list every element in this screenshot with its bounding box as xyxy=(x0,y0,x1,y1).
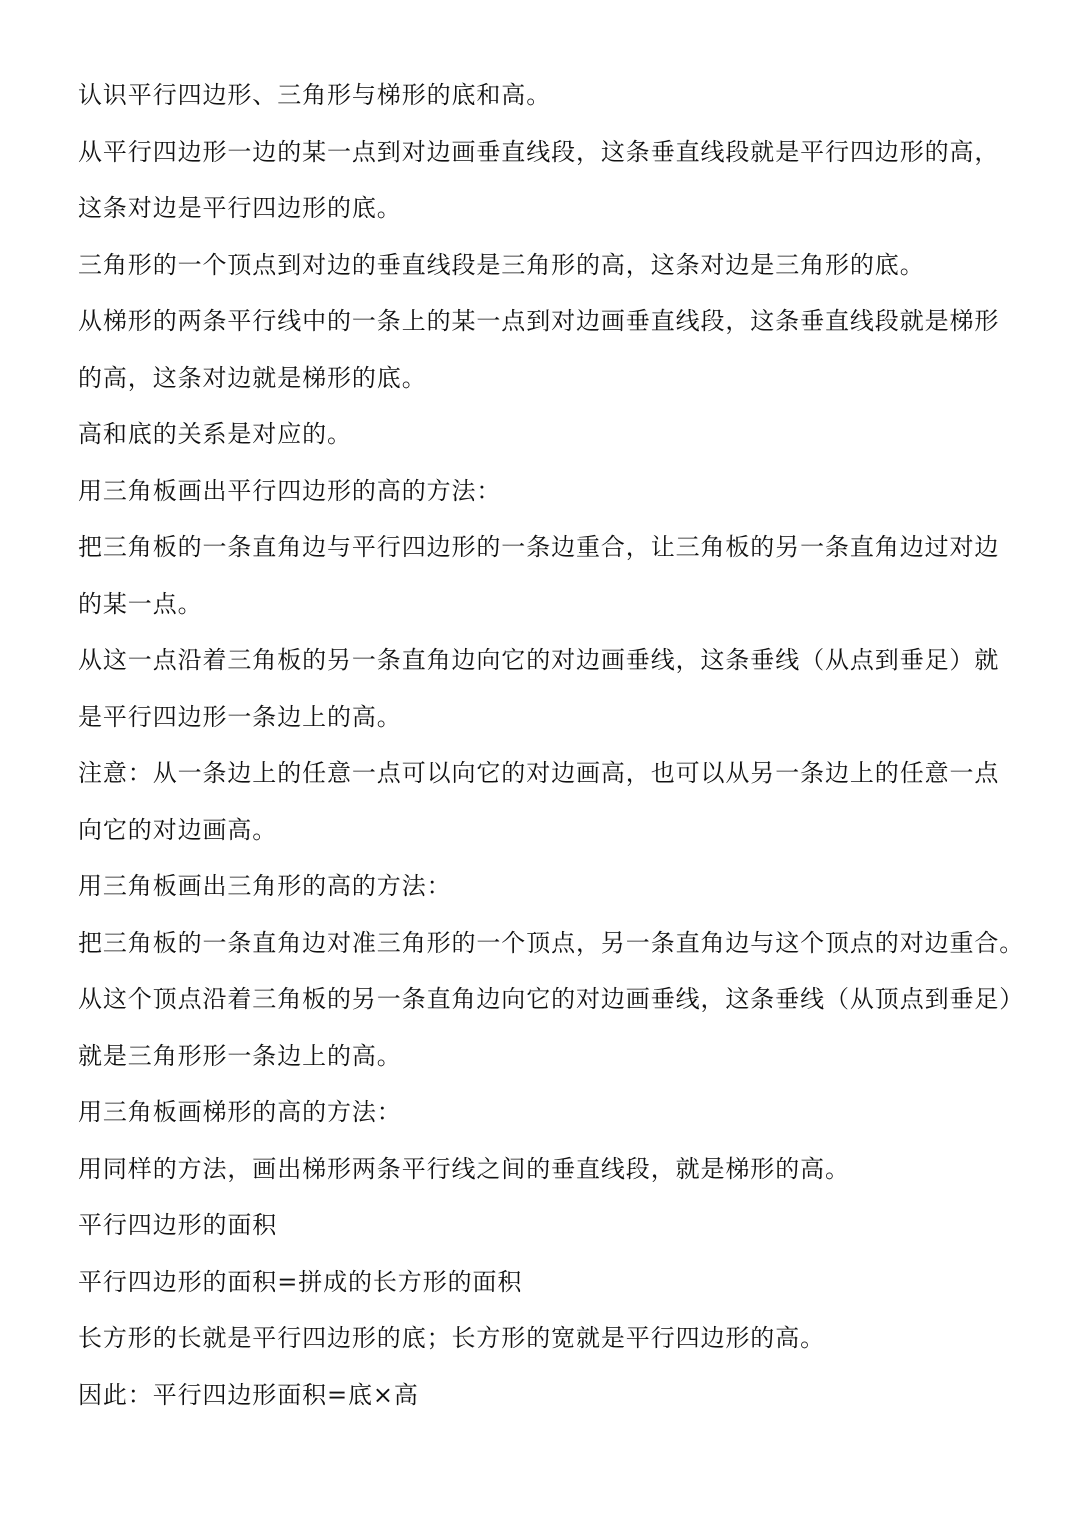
text-line: 高和底的关系是对应的。 xyxy=(78,420,352,448)
formula-line: 平行四边形的面积=拼成的长方形的面积 xyxy=(78,1267,523,1296)
section-heading: 平行四边形的面积 xyxy=(78,1211,278,1239)
text-line: 长方形的长就是平行四边形的底；长方形的宽就是平行四边形的高。 xyxy=(78,1324,825,1352)
text-line: 三角形的一个顶点到对边的垂直线段是三角形的高，这条对边是三角形的底。 xyxy=(78,250,925,279)
section-heading: 用三角板画梯形的高的方法： xyxy=(78,1098,402,1126)
text-line: 把三角板的一条直角边对准三角形的一个顶点，另一条直角边与这个顶点的对边重合。 xyxy=(78,928,1025,957)
text-line: 从梯形的两条平行线中的一条上的某一点到对边画垂直线段，这条垂直线段就是梯形 xyxy=(78,307,1000,335)
text-line: 是平行四边形一条边上的高。 xyxy=(78,702,402,731)
formula-line: 因此：平行四边形面积=底×高 xyxy=(78,1380,419,1409)
text-line: 就是三角形形一条边上的高。 xyxy=(78,1041,402,1070)
text-line: 认识平行四边形、三角形与梯形的底和高。 xyxy=(78,81,552,109)
text-line: 的高，这条对边就是梯形的底。 xyxy=(78,363,427,392)
text-line: 从这个顶点沿着三角板的另一条直角边向它的对边画垂线，这条垂线（从顶点到垂足） xyxy=(78,985,1025,1013)
note-line: 向它的对边画高。 xyxy=(78,815,278,844)
text-line: 的某一点。 xyxy=(78,589,203,618)
text-line: 把三角板的一条直角边与平行四边形的一条边重合，让三角板的另一条直角边过对边 xyxy=(78,533,1000,561)
text-line: 用同样的方法，画出梯形两条平行线之间的垂直线段，就是梯形的高。 xyxy=(78,1154,850,1183)
note-line: 注意：从一条边上的任意一点可以向它的对边画高，也可以从另一条边上的任意一点 xyxy=(78,759,1000,787)
text-line: 从平行四边形一边的某一点到对边画垂直线段，这条垂直线段就是平行四边形的高， xyxy=(78,137,1000,166)
text-line: 从这一点沿着三角板的另一条直角边向它的对边画垂线，这条垂线（从点到垂足）就 xyxy=(78,646,1000,674)
text-line: 这条对边是平行四边形的底。 xyxy=(78,194,402,222)
section-heading: 用三角板画出三角形的高的方法： xyxy=(78,872,452,900)
section-heading: 用三角板画出平行四边形的高的方法： xyxy=(78,476,502,505)
